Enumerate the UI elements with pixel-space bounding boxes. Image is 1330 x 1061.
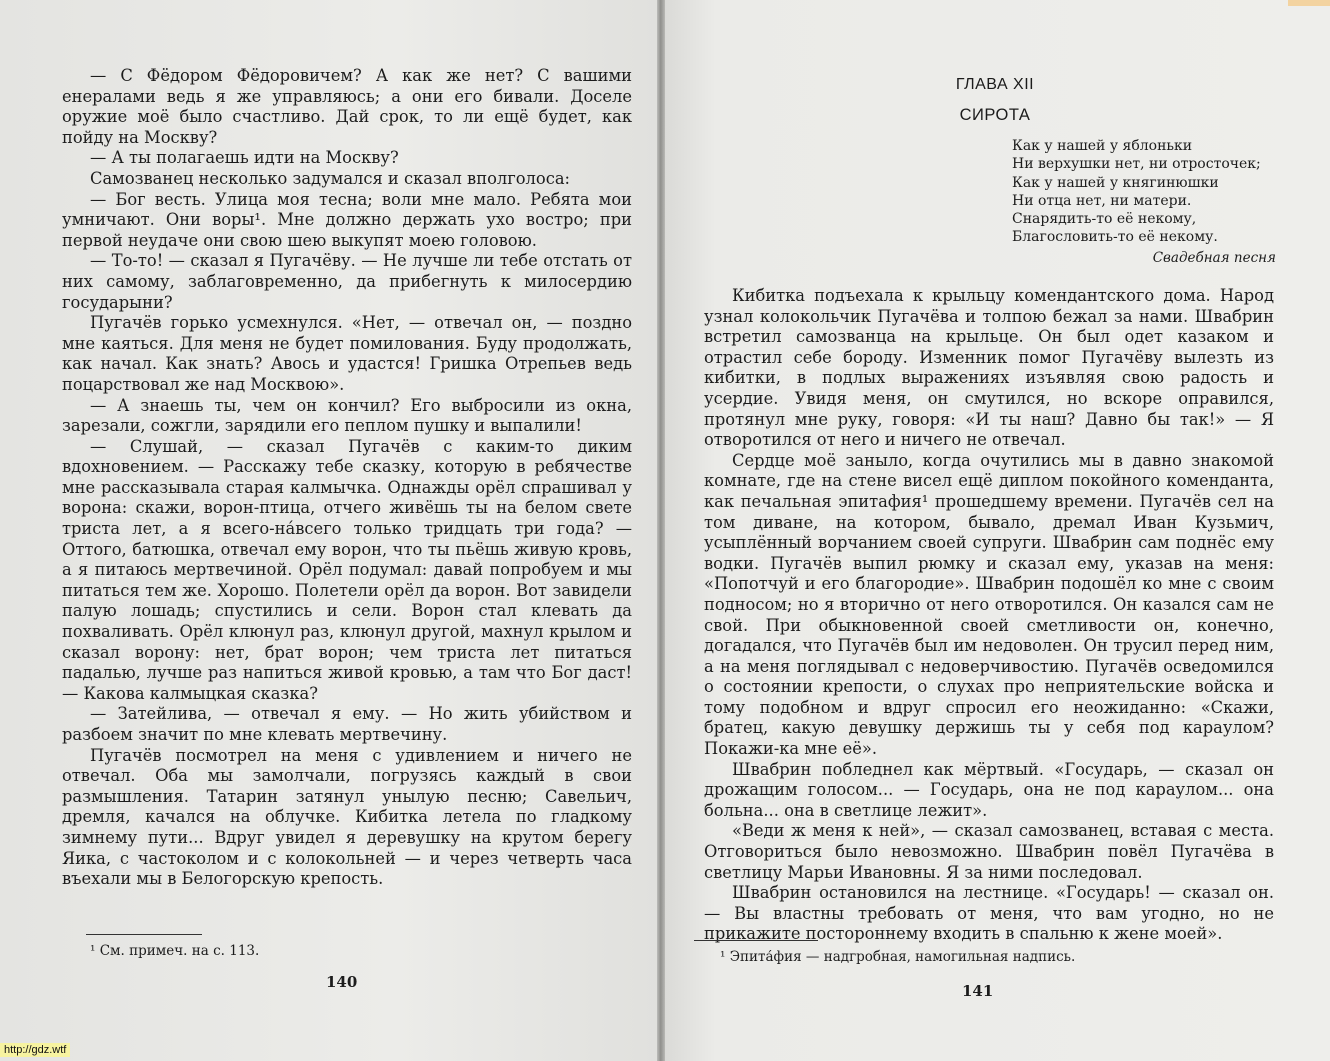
watermark-link[interactable]: http://gdz.wtf — [0, 1043, 70, 1057]
paragraph: — С Фёдором Фёдоровичем? А как же нет? С вашими енералами ведь я же управляюсь; а они его бивали. Доселе оружие моё было счастливо. Дай срок, то ли ещё будет, как пойду на Москву? — [62, 66, 632, 147]
paragraph: — Слушай, — сказал Пугачёв с каким-то диким вдохновением. — Расскажу тебе сказку, которую в ребячестве мне рассказывала старая калмычка. Однажды орёл спрашивал у ворона: скажи, ворон-птица, отчего живёшь ты на белом свете триста лет, а я всего-на́всего только тридцать три года? — Оттого, батюшка, отвечал ему ворон, что ты пьёшь живую кровь, а я питаюсь мертвечиной. Орёл подумал: давай попробуем и мы питаться тем же. Хорошо. Полетели орёл да ворон. Вот завидели палую лошадь; спустились и сели. Ворон стал клевать да похваливать. Орёл клюнул раз, клюнул другой, махнул крылом и сказал ворону: нет, брат ворон; чем триста лет питаться падалью, лучше раз напиться живой кровью, а там что Бог даст! — Какова калмыцкая сказка? — [62, 436, 632, 703]
footnote: ¹ См. примеч. на с. 113. — [90, 943, 260, 959]
epigraph-line: Благословить-то её некому. — [1012, 229, 1218, 246]
paragraph: — Затейлива, — отвечал я ему. — Но жить убийством и разбоем значит по мне клевать мертвечину. — [62, 704, 632, 744]
chapter-number: ГЛАВА XII — [955, 76, 1035, 93]
epigraph-line: Как у нашей у яблоньки — [1012, 138, 1193, 154]
paragraph: — То-то! — сказал я Пугачёву. — Не лучше ли тебе отстать от них самому, заблаговременно, да прибегнуть к милосердию государыни? — [62, 251, 632, 312]
paragraph: Швабрин остановился на лестнице. «Государь! — сказал он. — Вы властны требовать от меня, что вам угодно, но не прикажите постороннему входить в спальню к жене моей». — [704, 883, 1274, 944]
epigraph — [1012, 137, 1282, 247]
epigraph-line: Ни отца нет, ни матери. — [1012, 192, 1192, 209]
paragraph: Сердце моё заныло, когда очутились мы в давно знакомой комнате, где на стене висел ещё диплом покойного коменданта, как печальная эпитафия¹ прошедшему времени. Пугачёв сел на том диване, на котором, бывало, дремал Иван Кузьмич, усыплённый ворчанием своей супруги. Швабрин сам поднёс ему водки. Пугачёв выпил рюмку и сказал ему, указав на меня: «Попотчуй и его благородие». Швабрин подошёл ко мне с своим подносом; но я вторично от него отворотился. Он казался сам не свой. При обыкновенной своей сметливости он, конечно, догадался, что Пугачёв был им недоволен. Он трусил перед ним, а на меня поглядывал с недоверчивостию. Пугачёв осведомился о состоянии крепости, о слухах про неприятельские войска и тому подобном и вдруг спросил его неожиданно: «Скажи, братец, какую девушку держишь ты у себя под караулом? Покажи-ка мне её». — [704, 450, 1274, 759]
right-page-text — [704, 286, 1274, 945]
page-number: 140 — [326, 973, 358, 991]
paragraph: — А ты полагаешь идти на Москву? — [90, 148, 399, 168]
epigraph-line: Снарядить-то её некому, — [1012, 211, 1197, 228]
paragraph: Кибитка подъехала к крыльцу комендантского дома. Народ узнал колокольчик Пугачёва и толпою бежал за нами. Швабрин встретил самозванца на крыльце. Он был одет казаком и отрастил себе бороду. Изменник помог Пугачёву вылезть из кибитки, в подлых выражениях изъявляя свою радость и усердие. Увидя меня, он смутился, но вскоре оправился, протянул мне руку, говоря: «И ты наш? Давно бы так!» — Я отворотился от него и ничего не отвечал. — [704, 286, 1274, 450]
footnote-rule — [694, 940, 818, 941]
paragraph: Пугачёв горько усмехнулся. «Нет, — отвечал он, — поздно мне каяться. Для меня не будет помилования. Буду продолжать, как начал. Как знать? Авось и удастся! Гришка Отрепьев ведь поцарствовал же над Москвою». — [62, 313, 632, 394]
paragraph: Пугачёв посмотрел на меня с удивлением и ничего не отвечал. Оба мы замолчали, погрузясь каждый в свои размышления. Татарин затянул унылую песню; Савельич, дремля, качался на облучке. Кибитка летела по гладкому зимнему пути... Вдруг увидел я деревушку на крутом берегу Яика, с частоколом и с колокольней — и через четверть часа въехали мы в Белогорскую крепость. — [62, 745, 632, 889]
paragraph: — А знаешь ты, чем он кончил? Его выбросили из окна, зарезали, сожгли, зарядили его пеплом пушку и выпалили! — [62, 395, 632, 436]
book-gutter — [657, 0, 665, 1061]
chapter-title: СИРОТА — [959, 106, 1031, 124]
footnote-rule — [86, 934, 202, 935]
left-page-text — [62, 66, 632, 890]
paragraph: «Веди ж меня к ней», — сказал самозванец, вставая с места. Отговориться было невозможно. Швабрин повёл Пугачёва в светлицу Марьи Ивановны. Я за ними последовал. — [704, 821, 1274, 882]
page-corner-mark — [1288, 0, 1330, 6]
paragraph: Самозванец несколько задумался и сказал вполголоса: — [90, 168, 571, 188]
epigraph-line: Как у нашей у княгинюшки — [1012, 174, 1219, 191]
left-page — [0, 0, 662, 1061]
epigraph-line: Ни верхушки нет, ни отросточек; — [1012, 156, 1261, 173]
paragraph: Швабрин побледнел как мёртвый. «Государь, — сказал он дрожащим голосом... — Государь, она не под караулом... она больна... она в светлице лежит». — [704, 759, 1274, 820]
page-number: 141 — [962, 982, 994, 1000]
paragraph: — Бог весть. Улица моя тесна; воли мне мало. Ребята мои умничают. Они воры¹. Мне должно держать ухо востро; при первой неудаче они свою шею выкупят моею головою. — [62, 189, 632, 250]
epigraph-source: Свадебная песня — [1152, 250, 1276, 266]
footnote: ¹ Эпита́фия — надгробная, намогильная надпись. — [720, 949, 1076, 965]
